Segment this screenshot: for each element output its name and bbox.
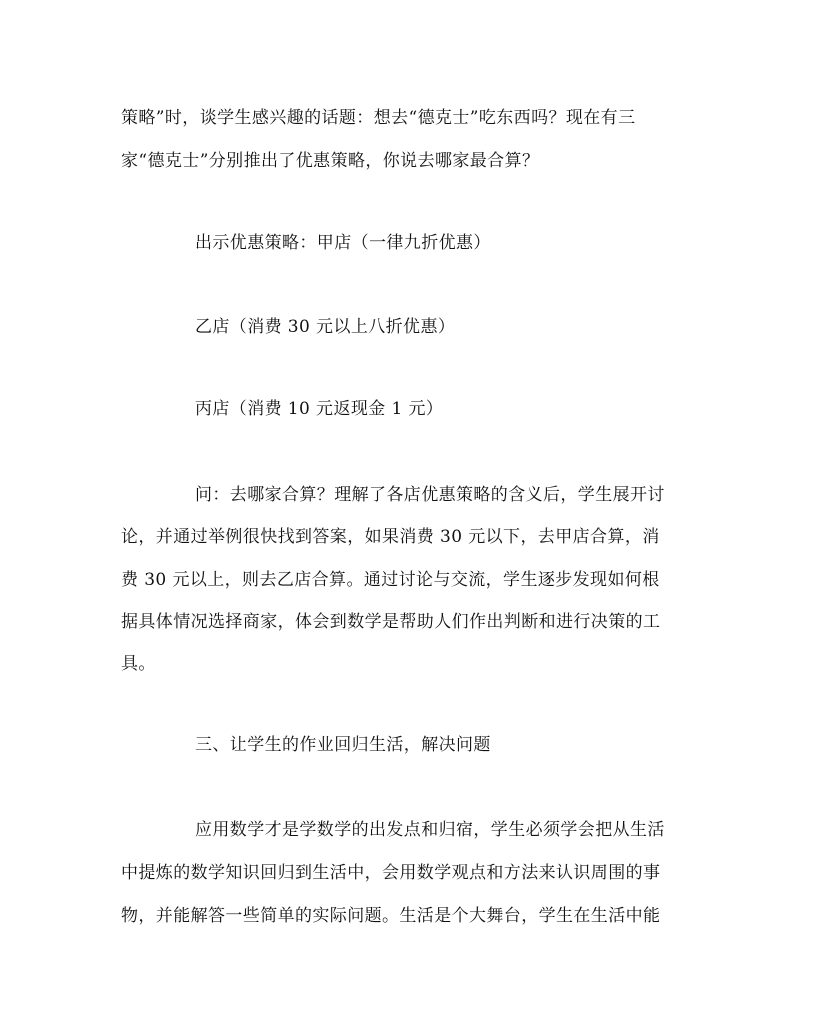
paragraph-line: 具。 [121, 654, 156, 674]
paragraph-line: 策略”时，谈学生感兴趣的话题：想去“德克士”吃东西吗？现在有三 [121, 108, 636, 128]
paragraph-line: 物，并能解答一些简单的实际问题。生活是个大舞台，学生在生活中能 [121, 906, 661, 926]
paragraph-line: 论，并通过举例很快找到答案，如果消费 30 元以下，去甲店合算，消 [121, 527, 660, 547]
paragraph-line: 家“德克士”分别推出了优惠策略，你说去哪家最合算？ [121, 151, 540, 171]
store-yi-offer: 乙店（消费 30 元以上八折优惠） [195, 317, 456, 337]
section-heading: 三、让学生的作业回归生活，解决问题 [195, 735, 491, 755]
discount-strategy-intro: 出示优惠策略：甲店（一律九折优惠） [195, 233, 491, 253]
store-bing-offer: 丙店（消费 10 元返现金 1 元） [195, 399, 444, 419]
paragraph-line: 中提炼的数学知识回归到生活中，会用数学观点和方法来认识周围的事 [121, 863, 661, 883]
paragraph-line: 应用数学才是学数学的出发点和归宿，学生必须学会把从生活 [195, 820, 665, 840]
paragraph-line: 问：去哪家合算？理解了各店优惠策略的含义后，学生展开讨 [195, 485, 665, 505]
paragraph-line: 费 30 元以上，则去乙店合算。通过讨论与交流，学生逐步发现如何根 [121, 570, 660, 590]
paragraph-line: 据具体情况选择商家，体会到数学是帮助人们作出判断和进行决策的工 [121, 612, 661, 632]
